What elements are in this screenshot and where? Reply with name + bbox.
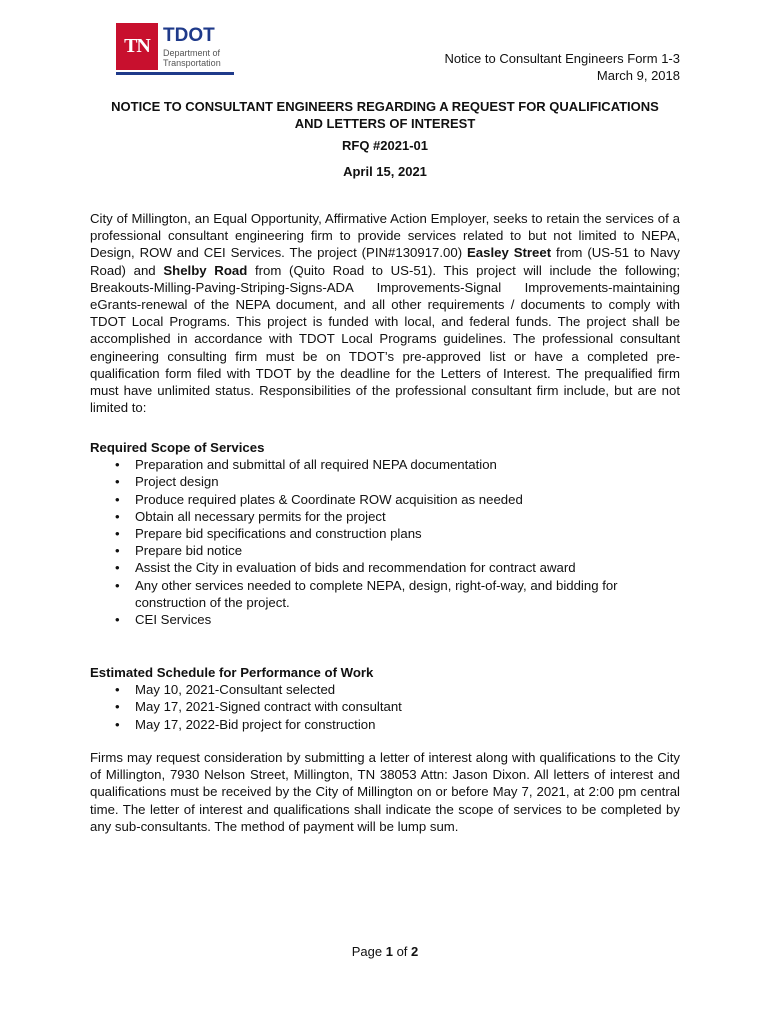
title-line2: AND LETTERS OF INTEREST — [294, 116, 476, 131]
scope-section — [90, 439, 680, 628]
list-item: • Produce required plates & Coordinate ROW acquisition as needed — [135, 491, 680, 508]
schedule-list — [90, 681, 680, 733]
scope-heading: Required Scope of Services — [90, 440, 265, 455]
page-word: Page — [351, 944, 386, 959]
page-total: 2 — [411, 944, 419, 959]
list-item: • Any other services needed to complete NEPA, design, right-of-way, and bidding for construction of the project. — [135, 577, 680, 611]
intro-part2: from (US-51 to Navy Road) and — [90, 245, 680, 278]
street-easley: Easley Street — [467, 245, 552, 261]
page-number: 1 — [385, 944, 393, 959]
title-line1: NOTICE TO CONSULTANT ENGINEERS REGARDING A REQUEST FOR QUALIFICATIONS — [111, 99, 659, 114]
form-reference — [444, 50, 680, 84]
page-footer — [0, 944, 770, 959]
of-word: of — [392, 944, 412, 959]
rfq-number: RFQ #2021-01 — [342, 138, 428, 153]
schedule-heading: Estimated Schedule for Performance of Work — [90, 665, 374, 680]
list-item: • May 17, 2021-Signed contract with consultant — [135, 698, 680, 715]
notice-date: April 15, 2021 — [343, 164, 427, 179]
intro-part1: City of Millington, an Equal Opportunity, Affirmative Action Employer, seeks to retain the services of a professional consultant engineering firm to provide services related to but not limited to NEPA, Design, ROW and CEI Services. The project (PIN#130917.00) — [90, 211, 680, 261]
intro-paragraph — [90, 210, 680, 416]
street-shelby: Shelby Road — [163, 262, 248, 278]
tdot-logo — [116, 23, 241, 75]
form-ref-line2: March 9, 2018 — [596, 68, 680, 83]
list-item: • May 17, 2022-Bid project for construction — [135, 716, 680, 733]
tn-logo-text: TN — [124, 35, 150, 57]
tn-logo-box — [116, 23, 158, 70]
logo-underline — [116, 72, 234, 75]
form-ref-line1: Notice to Consultant Engineers Form 1-3 — [444, 51, 680, 66]
list-item: • Assist the City in evaluation of bids and recommendation for contract award — [135, 559, 680, 576]
closing-paragraph: Firms may request consideration by submitting a letter of interest along with qualifications to the City of Millington, 7930 Nelson Street, Millington, TN 38053 Attn: Jason Dixon. All letters of interest and qualifications must be received by the City of Millington on or before May 7, 2021, at 2:00 pm central time. The letter of interest and qualifications shall indicate the scope of services to be completed by any sub-consultants. The method of payment will be lump sum. — [90, 750, 680, 834]
list-item: • Prepare bid notice — [135, 542, 680, 559]
scope-list — [90, 456, 680, 628]
list-item: • May 10, 2021-Consultant selected — [135, 681, 680, 698]
list-item: • Obtain all necessary permits for the project — [135, 508, 680, 525]
document-title — [90, 98, 680, 132]
dept-logo-text — [163, 48, 221, 68]
list-item: • Project design — [135, 473, 680, 490]
tdot-logo-text: TDOT — [163, 25, 215, 46]
list-item: • Preparation and submittal of all required NEPA documentation — [135, 456, 680, 473]
list-item: • CEI Services — [135, 611, 680, 628]
dept-line2: Transportation — [163, 58, 221, 68]
dept-line1: Department of — [163, 48, 221, 58]
intro-part3: from (Quito Road to US-51). This project will include the following; Breakouts-Milling-Paving-Striping-Signs-ADA Improvements-Signal Improvements-maintaining eGrants-renewal of the NEPA document, and all other requirements / documents to comply with TDOT Local Programs. This project is funded with local, and federal funds. The project shall be accomplished in accordance with TDOT Local Programs guidelines. The professional consultant engineering consulting firm must be on TDOT’s pre-approved list or have a completed pre-qualification form filed with TDOT by the deadline for the Letters of Interest. The prequalified firm must have unlimited status. Responsibilities of the professional consultant firm include, but are not limited to: — [90, 262, 680, 416]
schedule-section — [90, 664, 680, 733]
list-item: • Prepare bid specifications and construction plans — [135, 525, 680, 542]
